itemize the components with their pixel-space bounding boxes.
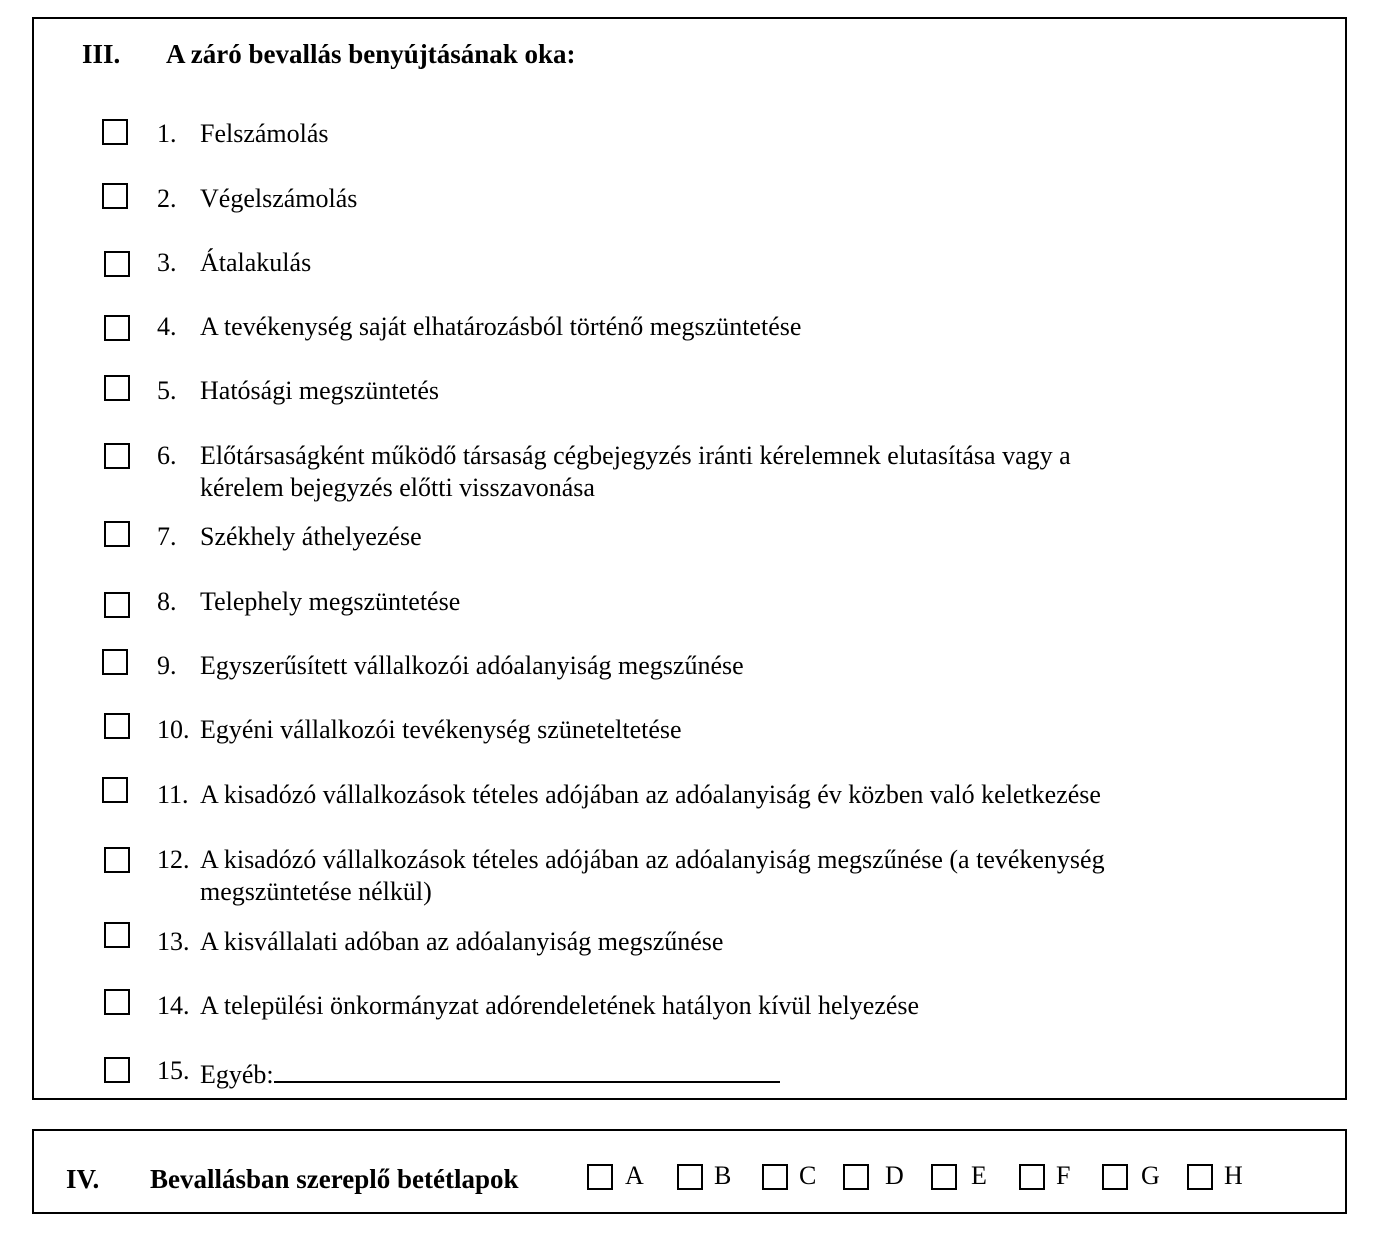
insert-sheet-e-checkbox[interactable]	[931, 1164, 957, 1190]
reason-10-label: Egyéni vállalkozói tevékenység szüneteltetése	[200, 715, 682, 744]
reason-3-checkbox[interactable]	[104, 251, 130, 277]
reason-14-label: A települési önkormányzat adórendeletének hatályon kívül helyezése	[200, 991, 920, 1020]
reason-item-10	[34, 713, 1334, 773]
reason-item-2	[34, 183, 1334, 243]
reason-item-5	[34, 375, 1334, 435]
reason-3-label: Átalakulás	[200, 248, 312, 277]
insert-sheet-a-checkbox[interactable]	[587, 1164, 613, 1190]
insert-sheet-c-label: C	[799, 1161, 817, 1190]
reason-14-checkbox[interactable]	[104, 989, 130, 1015]
reason-item-9	[34, 649, 1334, 709]
reason-item-6	[34, 443, 1334, 513]
reason-13-checkbox[interactable]	[104, 922, 130, 948]
reason-item-15	[34, 1057, 1334, 1117]
reason-8-number: 8.	[157, 587, 177, 616]
reason-item-8	[34, 587, 1334, 652]
insert-sheet-d-checkbox[interactable]	[843, 1164, 869, 1190]
section-iii-title: A záró bevallás benyújtásának oka:	[166, 39, 576, 69]
reason-15-label: Egyéb:	[200, 1060, 274, 1089]
reason-3-number: 3.	[157, 248, 177, 277]
reason-item-1	[34, 119, 1334, 179]
section-iv-title: Bevallásban szereplő betétlapok	[150, 1164, 519, 1194]
insert-sheet-b-label: B	[714, 1161, 732, 1190]
reason-item-12	[34, 847, 1334, 917]
reason-2-number: 2.	[157, 184, 177, 213]
reason-12-checkbox[interactable]	[104, 847, 130, 873]
reason-11-number: 11.	[157, 780, 189, 809]
reason-4-label: A tevékenység saját elhatározásból történő megszüntetése	[200, 312, 802, 341]
reason-item-4	[34, 312, 1334, 375]
reason-15-number: 15.	[157, 1056, 190, 1085]
reason-14-number: 14.	[157, 991, 190, 1020]
reason-11-label: A kisadózó vállalkozások tételes adójában az adóalanyiság év közben való keletkezése	[200, 780, 1101, 809]
reason-7-label: Székhely áthelyezése	[200, 522, 422, 551]
other-reason-input-line[interactable]	[274, 1055, 780, 1083]
reason-11-checkbox[interactable]	[102, 777, 128, 803]
reason-6-number: 6.	[157, 441, 177, 470]
reason-9-label: Egyszerűsített vállalkozói adóalanyiság megszűnése	[200, 651, 744, 680]
insert-sheet-e-label: E	[971, 1161, 987, 1190]
reason-6-label-line2: kérelem bejegyzés előtti visszavonása	[200, 473, 595, 502]
reason-12-number: 12.	[157, 845, 190, 874]
reason-9-checkbox[interactable]	[102, 649, 128, 675]
insert-sheet-g-label: G	[1141, 1161, 1160, 1190]
insert-sheet-f-checkbox[interactable]	[1019, 1164, 1045, 1190]
reason-5-label: Hatósági megszüntetés	[200, 376, 439, 405]
insert-sheet-d-label: D	[885, 1161, 904, 1190]
insert-sheet-a-label: A	[625, 1161, 644, 1190]
reason-item-14	[34, 989, 1334, 1049]
reason-5-checkbox[interactable]	[104, 375, 130, 401]
reason-13-label: A kisvállalati adóban az adóalanyiság megszűnése	[200, 927, 724, 956]
reason-item-3	[34, 248, 1334, 311]
insert-sheet-f-label: F	[1056, 1161, 1071, 1190]
reason-5-number: 5.	[157, 376, 177, 405]
reason-4-number: 4.	[157, 312, 177, 341]
insert-sheet-h-checkbox[interactable]	[1187, 1164, 1213, 1190]
section-iii-number: III.	[82, 39, 121, 69]
reason-1-number: 1.	[157, 119, 177, 148]
section-iv-number: IV.	[66, 1164, 100, 1194]
insert-sheet-c-checkbox[interactable]	[762, 1164, 788, 1190]
insert-sheet-b-checkbox[interactable]	[677, 1164, 703, 1190]
reason-6-checkbox[interactable]	[104, 443, 130, 469]
reason-7-checkbox[interactable]	[104, 521, 130, 547]
reason-1-checkbox[interactable]	[102, 119, 128, 145]
reason-10-number: 10.	[157, 715, 190, 744]
section-iv-box	[32, 1129, 1347, 1214]
reason-7-number: 7.	[157, 522, 177, 551]
reason-6-label-line1: Előtársaságként működő társaság cégbejegyzés iránti kérelemnek elutasítása vagy a	[200, 441, 1071, 470]
insert-sheet-h-label: H	[1224, 1161, 1243, 1190]
reason-12-label-line2: megszüntetése nélkül)	[200, 877, 432, 906]
reason-9-number: 9.	[157, 651, 177, 680]
reason-15-checkbox[interactable]	[104, 1057, 130, 1083]
reason-2-checkbox[interactable]	[102, 183, 128, 209]
reason-15-label-wrap	[200, 1055, 780, 1091]
reason-8-checkbox[interactable]	[104, 592, 130, 618]
section-iii-box	[32, 17, 1347, 1100]
reason-4-checkbox[interactable]	[104, 315, 130, 341]
reason-1-label: Felszámolás	[200, 119, 329, 148]
reason-item-11	[34, 777, 1334, 837]
reason-10-checkbox[interactable]	[104, 713, 130, 739]
reason-item-13	[34, 922, 1334, 982]
reason-2-label: Végelszámolás	[200, 184, 358, 213]
reason-12-label-line1: A kisadózó vállalkozások tételes adójában az adóalanyiság megszűnése (a tevékenység	[200, 845, 1105, 874]
reason-item-7	[34, 521, 1334, 581]
insert-sheet-g-checkbox[interactable]	[1102, 1164, 1128, 1190]
reason-8-label: Telephely megszüntetése	[200, 587, 461, 616]
reason-13-number: 13.	[157, 927, 190, 956]
